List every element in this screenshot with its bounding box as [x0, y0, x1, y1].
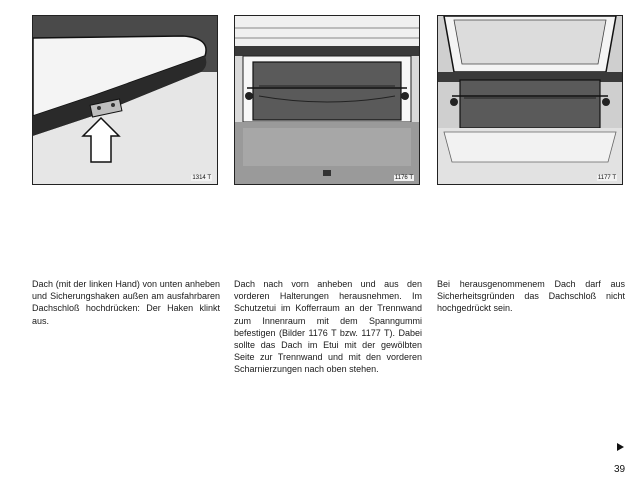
- text-column-3: Bei herausgenommenem Dach darf aus Sicherheitsgründen das Dachschloß nicht hochgedrückt sein.: [437, 279, 625, 314]
- triangle-right-icon: [617, 443, 624, 451]
- figure-label: 1176 T: [394, 175, 413, 181]
- figure-label: 1177 T: [597, 175, 616, 181]
- figure-trunk-storage: [234, 15, 420, 185]
- figure-roof-latch: [32, 15, 218, 185]
- roof-latch-illustration: [33, 16, 217, 184]
- trunk-storage-illustration: [235, 16, 419, 184]
- page-number: 39: [614, 464, 626, 475]
- text-column-1: Dach (mit der linken Hand) von unten anheben und Sicherungshaken außen am ausfahrbaren Dachschloß hochdrücken: Der Haken klinkt aus.: [32, 279, 220, 326]
- figure-trunk-open-lid: [437, 15, 623, 185]
- text-column-2: Dach nach vorn anheben und aus den vorderen Halterungen herausnehmen. Im Schutzetui im Kofferraum an der Trennwand zum Innenraum mit dem Spanngummi befestigen (Bilder 1176 T bzw. 1177 T). Dabei sollte das Dach im Etui mit der gewölbten Seite zur Trennwand und mit den vorderen Scharnierzungen nach oben stehen.: [234, 279, 422, 375]
- figure-label: 1314 T: [192, 175, 211, 181]
- trunk-open-lid-illustration: [438, 16, 622, 184]
